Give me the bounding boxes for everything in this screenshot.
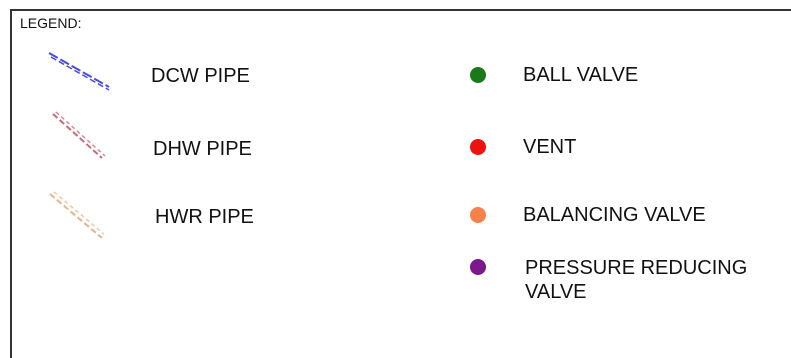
- legend-title: LEGEND:: [20, 15, 82, 31]
- dhw-pipe-line-b: [56, 112, 105, 156]
- ball-valve-dot: [470, 67, 486, 83]
- hwr-pipe-swatch: [46, 190, 108, 244]
- vent-label: VENT: [523, 136, 577, 158]
- balancing-valve-dot: [470, 207, 486, 223]
- dcw-pipe-swatch: [46, 50, 116, 92]
- dcw-pipe-line-a: [49, 53, 109, 87]
- pressure-reducing-valve-dot: [470, 259, 486, 275]
- dcw-pipe-label: DCW PIPE: [151, 65, 250, 87]
- vent-dot: [470, 139, 486, 155]
- dhw-pipe-line-a: [53, 114, 102, 158]
- hwr-pipe-line-a: [50, 194, 102, 238]
- dhw-pipe-label: DHW PIPE: [153, 138, 252, 160]
- hwr-pipe-line-b: [54, 192, 104, 234]
- dcw-pipe-line-b: [51, 57, 109, 90]
- dhw-pipe-swatch: [50, 110, 110, 166]
- balancing-valve-label: BALANCING VALVE: [523, 204, 706, 226]
- pressure-reducing-valve-label: PRESSURE REDUCING VALVE: [525, 257, 748, 303]
- ball-valve-label: BALL VALVE: [523, 64, 639, 86]
- legend-frame: [10, 9, 791, 358]
- hwr-pipe-label: HWR PIPE: [155, 206, 254, 228]
